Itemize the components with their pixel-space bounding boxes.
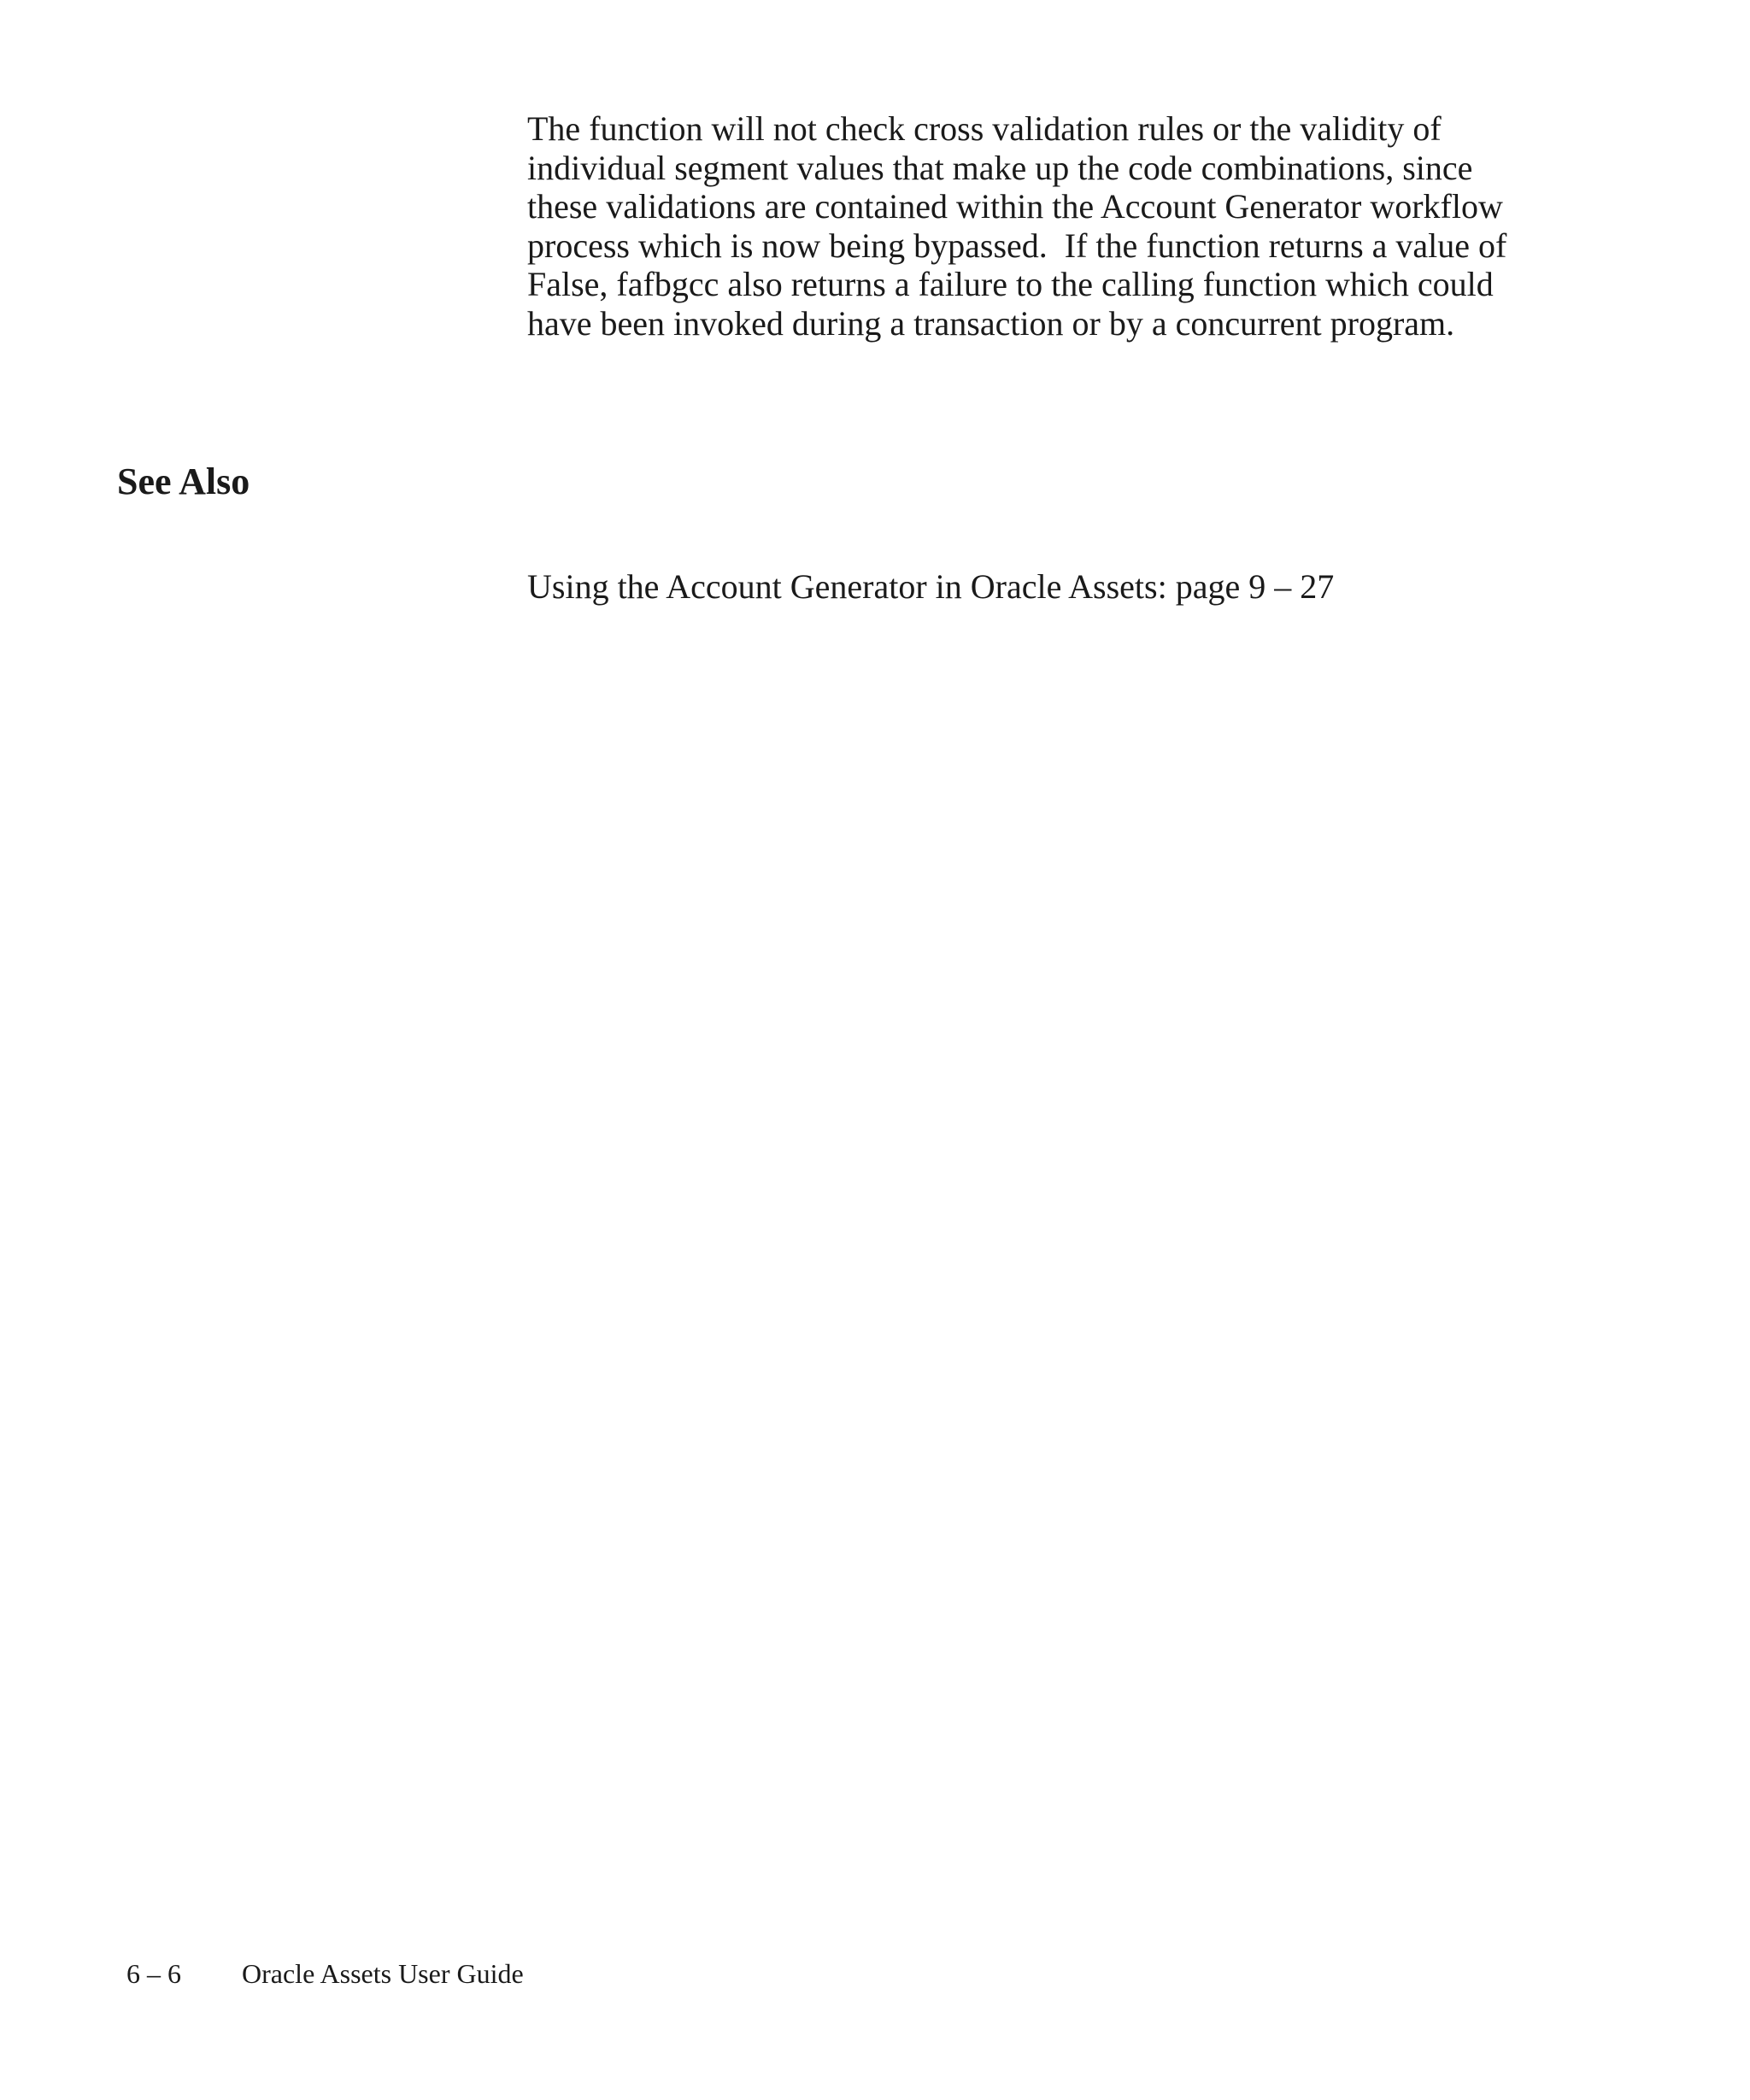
- paragraph-line: False, fafbgcc also returns a failure to the calling function which could: [527, 265, 1494, 304]
- paragraph-line: these validations are contained within the Account Generator workflow: [527, 187, 1503, 226]
- paragraph-line: have been invoked during a transaction or by a concurrent program.: [527, 303, 1455, 343]
- see-also-reference-link[interactable]: Using the Account Generator in Oracle Assets: page 9 – 27: [527, 567, 1335, 606]
- footer-book-title: Oracle Assets User Guide: [242, 1958, 524, 1989]
- footer-page-number: 6 – 6: [126, 1958, 181, 1989]
- body-paragraph: [527, 109, 1672, 343]
- see-also-heading: See Also: [117, 460, 250, 502]
- page-footer: [126, 1956, 524, 1991]
- paragraph-line: individual segment values that make up the code combinations, since: [527, 148, 1473, 187]
- paragraph-line: process which is now being bypassed. If the function returns a value of: [527, 226, 1507, 265]
- paragraph-line: The function will not check cross validation rules or the validity of: [527, 109, 1442, 148]
